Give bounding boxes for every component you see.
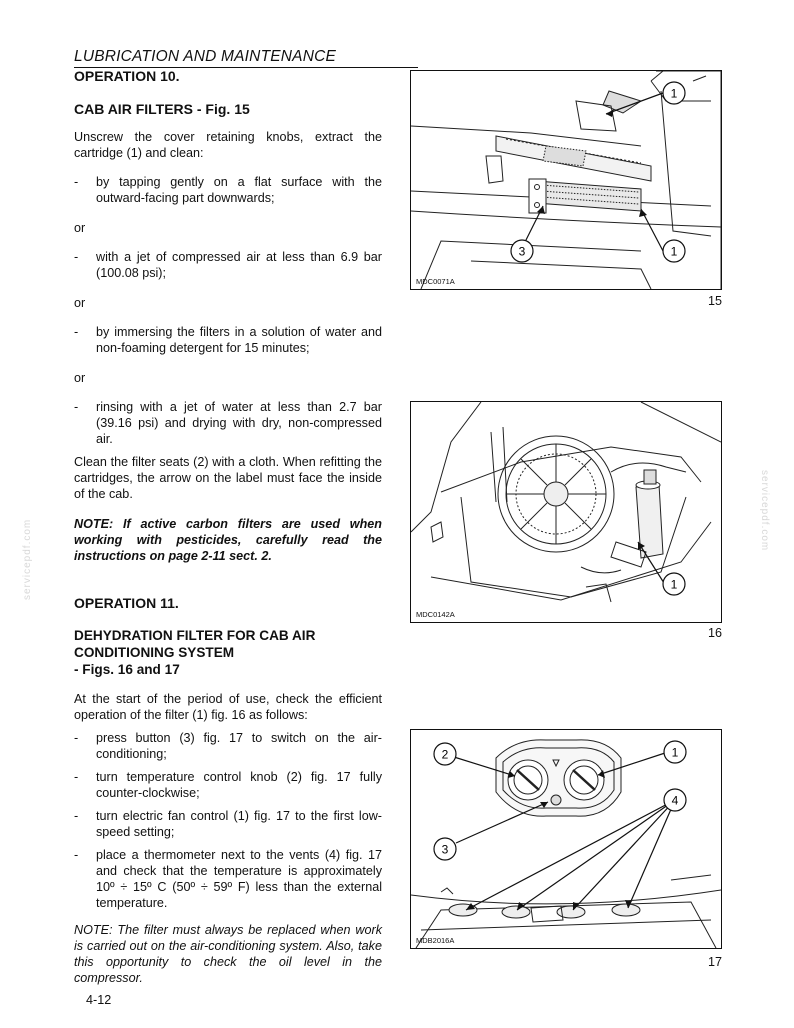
watermark-right: servicepdf.com — [759, 470, 770, 552]
bullet-text: by immersing the filters in a solution of water and non-foaming detergent for 15 minutes; — [96, 325, 382, 355]
op11-bullet-1 — [74, 730, 382, 762]
cab-air-filters-heading: CAB AIR FILTERS - Fig. 15 — [74, 101, 250, 117]
or-text: or — [74, 371, 86, 385]
op11-bullet-3 — [74, 808, 382, 840]
bullet-text: rinsing with a jet of water at less than 2.7 bar (39.16 psi) and drying with dry, non-compressed air. — [96, 400, 382, 446]
bullet-dash: - — [74, 175, 79, 189]
bullet-dash: - — [74, 250, 79, 264]
op10-bullet-4 — [74, 399, 382, 447]
dehydration-filter-illustration — [411, 402, 721, 622]
op11-bullet-4 — [74, 847, 382, 911]
callout-1-bottom — [663, 240, 685, 262]
op10-bullet-1 — [74, 174, 382, 206]
bullet-dash: - — [74, 809, 79, 823]
callout-4 — [664, 789, 686, 811]
op10-bullet-2 — [74, 249, 382, 281]
bullet-dash: - — [74, 731, 79, 745]
svg-text:1: 1 — [671, 745, 679, 760]
svg-text:1: 1 — [670, 577, 678, 592]
bullet-text: by tapping gently on a flat surface with the outward-facing part downwards; — [96, 175, 382, 205]
op10-intro: Unscrew the cover retaining knobs, extract the cartridge (1) and clean: — [74, 130, 382, 160]
or-text: or — [74, 296, 86, 310]
bullet-text: press button (3) fig. 17 to switch on the air-conditioning; — [96, 731, 382, 761]
figure-code: MDC0142A — [416, 610, 455, 619]
page-number: 4-12 — [86, 993, 112, 1007]
bullet-text: turn electric fan control (1) fig. 17 to the first low-speed setting; — [96, 809, 382, 839]
svg-text:2: 2 — [441, 747, 449, 762]
callout-1 — [664, 741, 686, 763]
clean-filter-seats-text: Clean the filter seats (2) with a cloth. When refitting the cartridges, the arrow on the label must face the inside of the cab. — [74, 455, 382, 501]
cab-air-filter-illustration — [411, 71, 721, 289]
svg-text:3: 3 — [518, 244, 526, 259]
operation-10-heading: OPERATION 10. — [74, 68, 180, 84]
op11-intro: At the start of the period of use, check the efficient operation of the filter (1) fig. 16 as follows: — [74, 692, 382, 722]
bullet-text: with a jet of compressed air at less than 6.9 bar (100.08 psi); — [96, 250, 382, 280]
callout-1 — [663, 573, 685, 595]
svg-text:4: 4 — [671, 793, 679, 808]
bullet-text: place a thermometer next to the vents (4) fig. 17 and check that the temperature is approximately 10º ÷ 15º C (50º ÷ 59º F) less than the external temperature. — [96, 848, 382, 910]
bullet-dash: - — [74, 770, 79, 784]
callout-3 — [434, 838, 456, 860]
figure-17 — [410, 729, 722, 949]
figure-15 — [410, 70, 722, 290]
svg-text:3: 3 — [441, 842, 449, 857]
section-title: LUBRICATION AND MAINTENANCE — [74, 48, 337, 65]
or-text: or — [74, 221, 86, 235]
watermark-left: servicepdf.com — [22, 518, 33, 600]
heading-line: DEHYDRATION FILTER FOR CAB AIR — [74, 628, 316, 643]
heading-line: CONDITIONING SYSTEM — [74, 645, 235, 660]
bullet-text: turn temperature control knob (2) fig. 17 fully counter-clockwise; — [96, 770, 382, 800]
operation-11-heading: OPERATION 11. — [74, 595, 179, 611]
bullet-dash: - — [74, 325, 79, 339]
callout-1-top — [663, 82, 685, 104]
figure-15-number: 15 — [707, 294, 722, 308]
filter-replacement-note: NOTE: The filter must always be replaced when work is carried out on the air-conditioning system. Also, take this opportunity to check the oil level in the compressor. — [74, 923, 382, 985]
left-text-column — [74, 68, 382, 986]
figure-16 — [410, 401, 722, 623]
svg-text:1: 1 — [670, 86, 678, 101]
figure-17-number: 17 — [707, 955, 722, 969]
figure-16-number: 16 — [707, 626, 722, 640]
bullet-dash: - — [74, 400, 79, 414]
air-conditioning-controls-illustration — [411, 730, 721, 948]
carbon-filter-note: NOTE: If active carbon filters are used when working with pesticides, carefully read the instructions on page 2-11 sect. 2. — [74, 517, 382, 563]
bullet-dash: - — [74, 848, 79, 862]
dehydration-filter-heading — [74, 627, 382, 678]
svg-text:1: 1 — [670, 244, 678, 259]
heading-line: - Figs. 16 and 17 — [74, 662, 180, 677]
figure-code: MDB2016A — [416, 936, 455, 945]
callout-3 — [511, 240, 533, 262]
op10-bullet-3 — [74, 324, 382, 356]
figure-code: MDC0071A — [416, 277, 455, 286]
callout-2 — [434, 743, 456, 765]
op11-bullet-2 — [74, 769, 382, 801]
